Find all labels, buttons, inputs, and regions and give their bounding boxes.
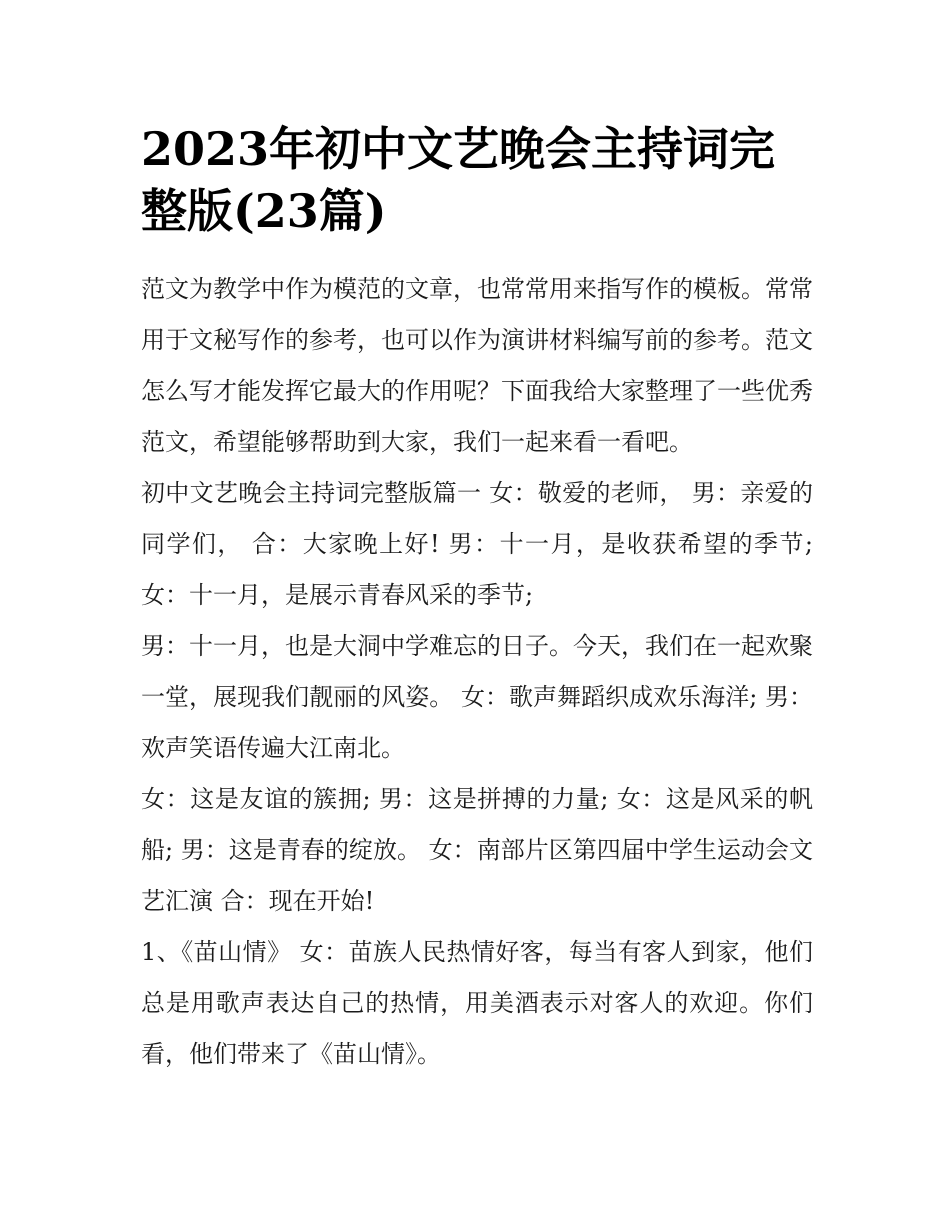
intro-paragraph: 范文为教学中作为模范的文章，也常常用来指写作的模板。常常用于文秘写作的参考，也可以作为演讲材料编写前的参考。范文怎么写才能发挥它最大的作用呢？下面我给大家整理了一些优秀范文，希望能够帮助到大家，我们一起来看一看吧。 (141, 275, 813, 456)
document-title: 2023年初中文艺晚会主持词完整版(23篇) (141, 122, 776, 238)
script-paragraph: 女：这是友谊的簇拥; 男：这是拼搏的力量; 女：这是风采的帆船; 男：这是青春的绽放。 女：南部片区第四届中学生运动会文艺汇演 合：现在开始! (141, 785, 813, 915)
script-paragraph: 初中文艺晚会主持词完整版篇一 女：敬爱的老师， 男：亲爱的同学们， 合：大家晚上好! 男：十一月，是收获希望的季节; 女：十一月，是展示青春风采的季节; (141, 479, 813, 609)
document-page (141, 118, 813, 1080)
script-paragraph: 1、《苗山情》 女：苗族人民热情好客，每当有客人到家，他们总是用歌声表达自己的热情，用美酒表示对客人的欢迎。你们看，他们带来了《苗山情》。 (141, 938, 813, 1068)
document-body (141, 264, 813, 1080)
script-paragraph: 男：十一月，也是大洞中学难忘的日子。今天，我们在一起欢聚一堂，展现我们靓丽的风姿。 女：歌声舞蹈织成欢乐海洋; 男：欢声笑语传遍大江南北。 (141, 632, 813, 762)
